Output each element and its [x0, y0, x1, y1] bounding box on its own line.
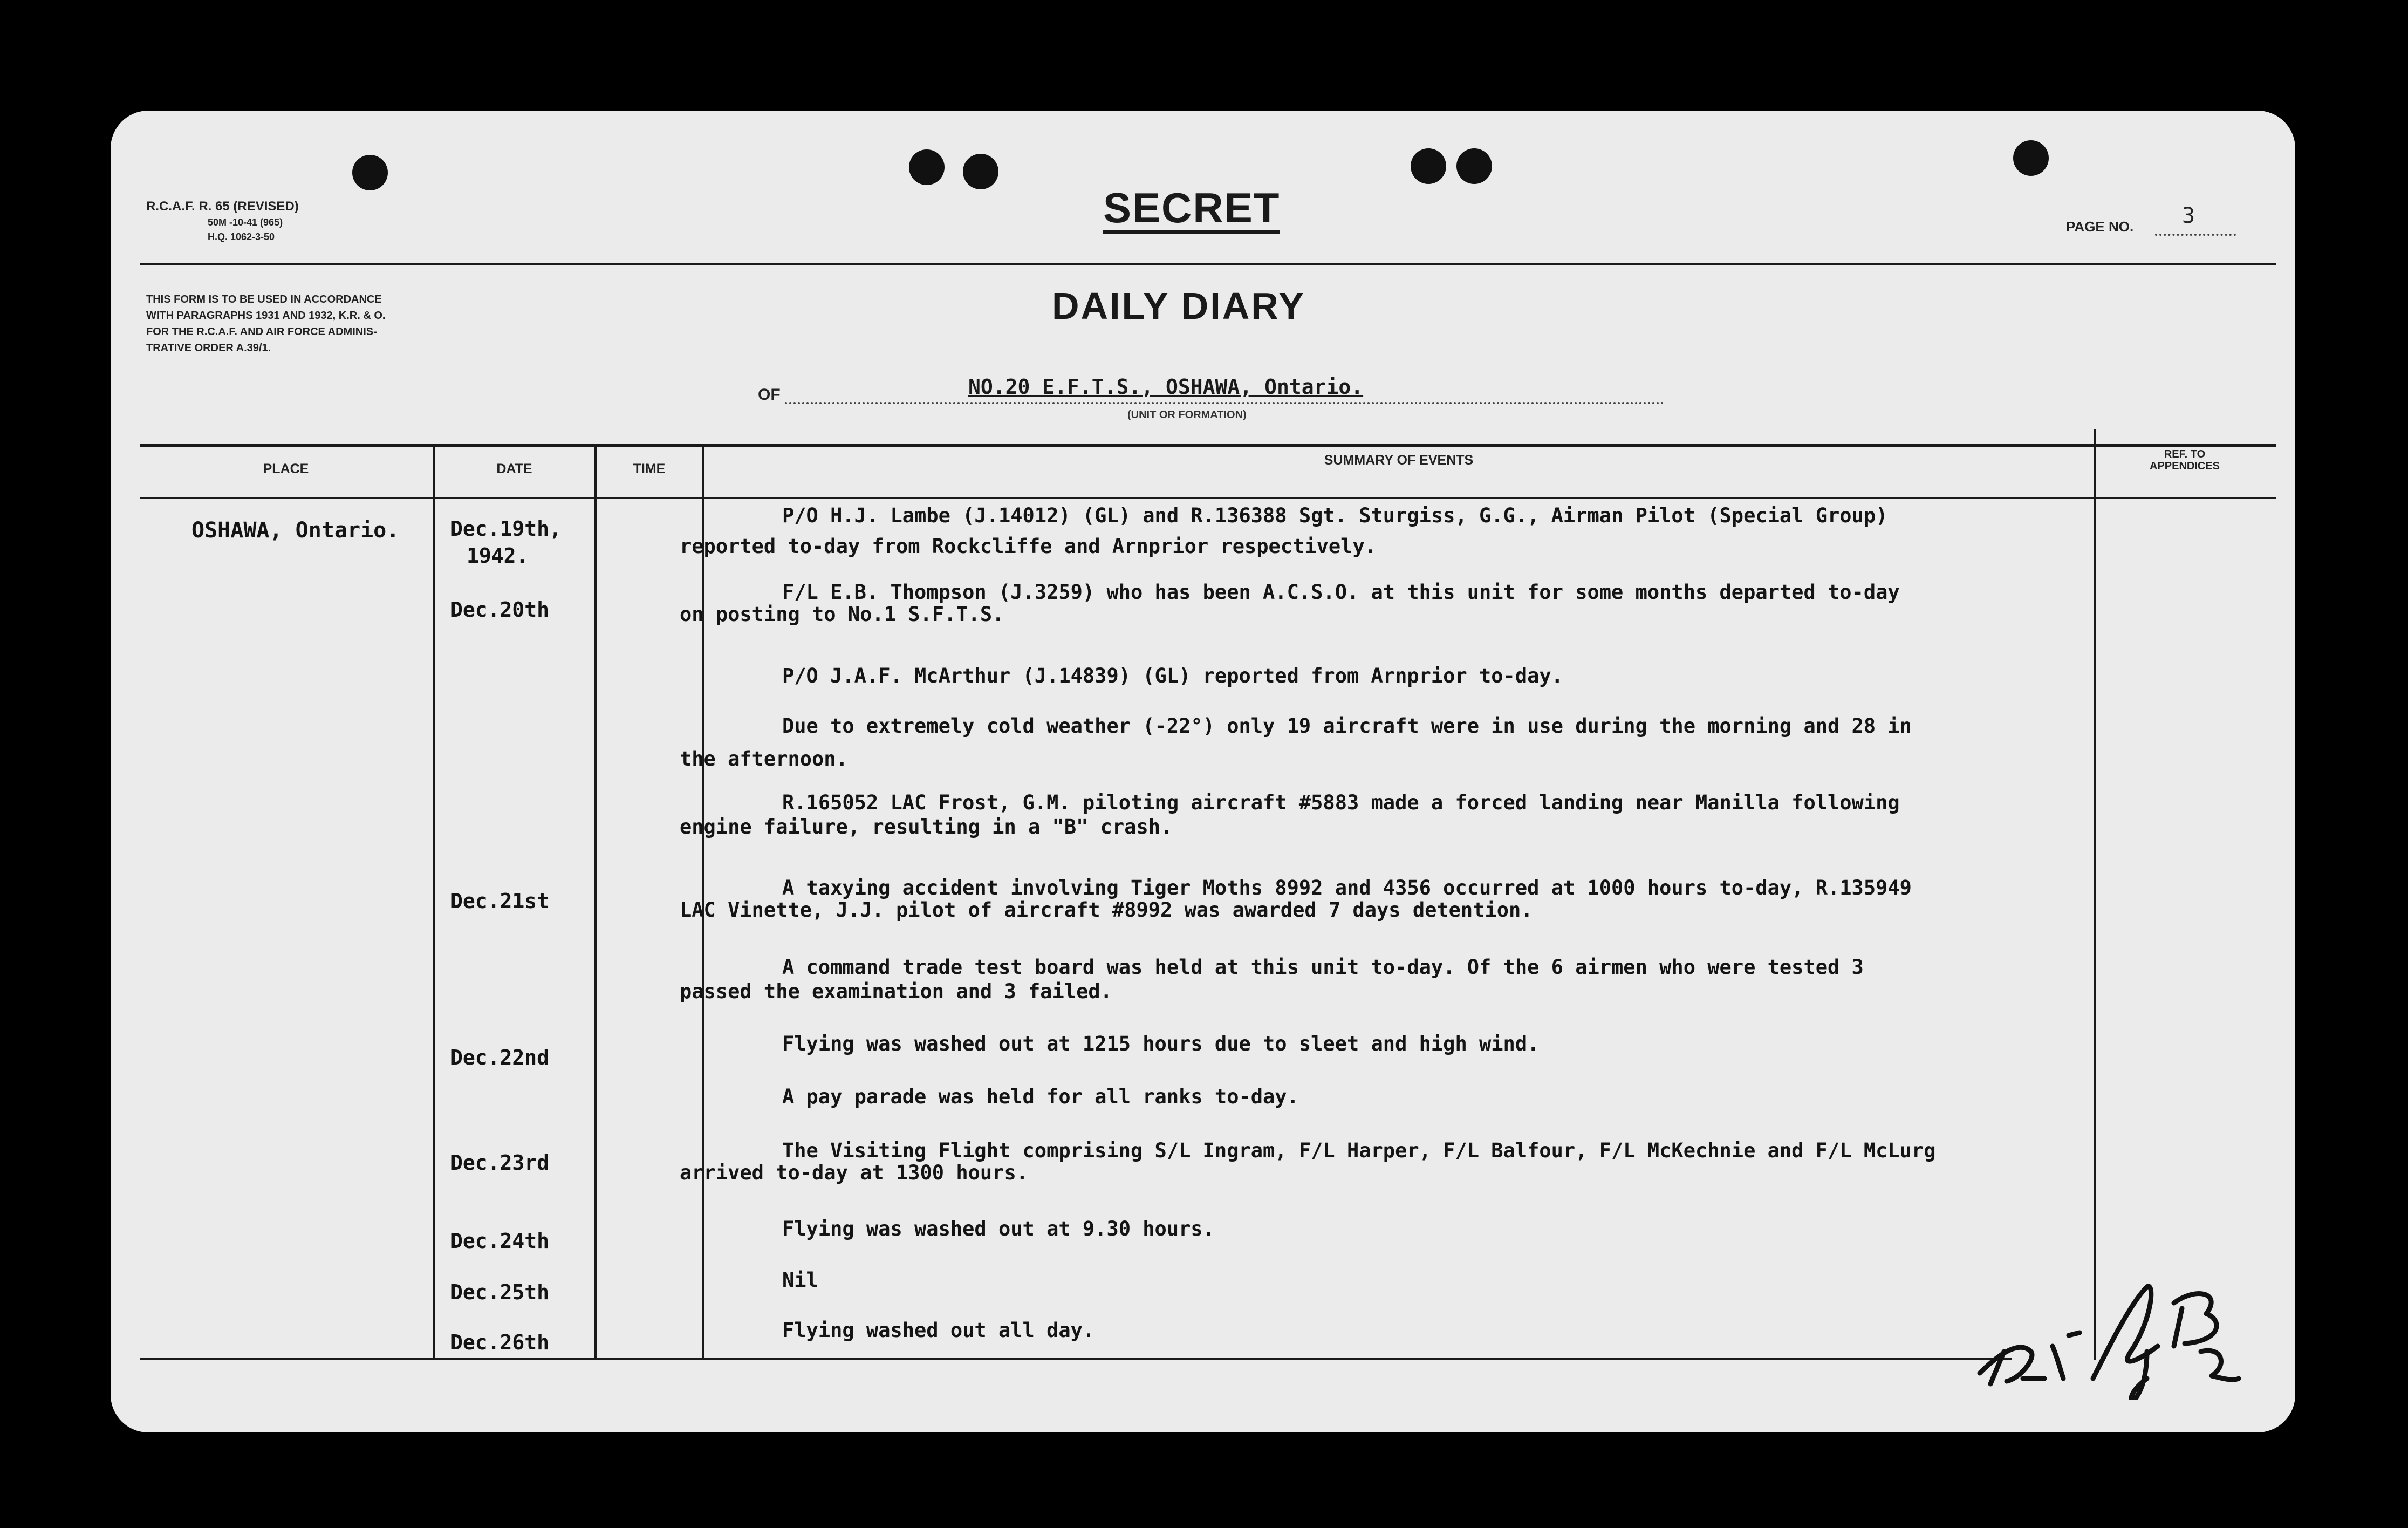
entry-text: A pay parade was held for all ranks to-day.	[782, 1085, 1299, 1108]
entry-line: on posting to No.1 S.F.T.S.	[680, 603, 1004, 626]
table-bottom-rule	[140, 1358, 2012, 1360]
date-entry: 1942.	[467, 544, 529, 568]
diary-entry	[680, 1133, 2020, 1190]
entry-line	[680, 708, 2020, 743]
instruction-line: WITH PARAGRAPHS 1931 AND 1932, K.R. & O.	[146, 310, 386, 322]
entry-line	[680, 1211, 2020, 1246]
date-entry: Dec.19th,	[450, 517, 562, 541]
diary-entry	[680, 1313, 2020, 1348]
date-entry: Dec.22nd	[450, 1046, 550, 1069]
diary-entry	[680, 950, 2020, 1009]
column-header-summary: SUMMARY OF EVENTS	[1324, 453, 1474, 468]
diary-entry	[680, 785, 2020, 844]
instruction-line: FOR THE R.C.A.F. AND AIR FORCE ADMINIS-	[146, 326, 377, 338]
entry-line	[680, 1313, 2020, 1348]
page-title: DAILY DIARY	[1052, 285, 1305, 327]
punch-hole	[963, 154, 998, 189]
punch-hole	[352, 155, 388, 190]
entry-line	[680, 1263, 2020, 1298]
entry-text: F/L E.B. Thompson (J.3259) who has been A.C.S.O. at this unit for some months departed to-day	[782, 581, 1900, 604]
entry-line: passed the examination and 3 failed.	[680, 980, 1112, 1003]
entry-text: A command trade test board was held at this unit to-day. Of the 6 airmen who were tested 3	[782, 956, 1864, 979]
column-header-ref	[2096, 448, 2274, 472]
page-number-value: 3	[2182, 203, 2195, 228]
hq-reference: H.Q. 1062-3-50	[208, 231, 275, 242]
diary-entry	[680, 870, 2020, 927]
date-entry: Dec.21st	[450, 889, 550, 913]
punch-hole	[1456, 148, 1492, 184]
unit-value: NO.20 E.F.T.S., OSHAWA, Ontario.	[968, 375, 1364, 399]
diary-entry	[680, 1211, 2020, 1246]
entry-text: A taxying accident involving Tiger Moths 8992 and 4356 occurred at 1000 hours to-day, R.135949	[782, 876, 1912, 899]
signature	[1969, 1271, 2271, 1400]
unit-caption: (UNIT OR FORMATION)	[1127, 409, 1247, 421]
date-entry: Dec.25th	[450, 1280, 550, 1304]
date-entry: Dec.23rd	[450, 1151, 550, 1175]
entry-line: arrived to-day at 1300 hours.	[680, 1161, 1029, 1184]
entry-line	[680, 1026, 2020, 1061]
date-entry: Dec.26th	[450, 1331, 550, 1354]
entry-line: engine failure, resulting in a "B" crash.	[680, 815, 1173, 838]
column-divider	[433, 445, 435, 1360]
entry-line	[680, 658, 2020, 693]
ref-label: REF. TO	[2164, 448, 2206, 460]
date-entry: Dec.20th	[450, 598, 550, 622]
column-divider	[2094, 429, 2096, 1360]
page-number-underline	[2155, 234, 2236, 236]
diary-entry	[680, 1263, 2020, 1298]
entry-text: Flying washed out all day.	[782, 1319, 1095, 1342]
entry-text: The Visiting Flight comprising S/L Ingram, F/L Harper, F/L Balfour, F/L McKechnie and F/L McLurg	[782, 1139, 1936, 1162]
entry-text: Nil	[782, 1268, 818, 1292]
entry-line: reported to-day from Rockcliffe and Arnprior respectively.	[680, 535, 1377, 558]
entry-text: Flying was washed out at 9.30 hours.	[782, 1217, 1215, 1240]
ref-label: APPENDICES	[2149, 460, 2220, 472]
form-instructions	[146, 291, 385, 356]
entry-text: P/O H.J. Lambe (J.14012) (GL) and R.136388 Sgt. Sturgiss, G.G., Airman Pilot (Special Group)	[782, 504, 1888, 527]
entry-line: the afternoon.	[680, 747, 848, 770]
column-divider	[594, 445, 597, 1360]
punch-hole	[2013, 140, 2049, 176]
diary-entry	[680, 575, 2020, 632]
form-number: R.C.A.F. R. 65 (REVISED)	[146, 199, 299, 214]
entry-text: R.165052 LAC Frost, G.M. piloting aircraft #5883 made a forced landing near Manilla following	[782, 791, 1900, 814]
place-value: OSHAWA, Ontario.	[191, 518, 400, 543]
diary-entry	[680, 498, 2020, 564]
date-entry: Dec.24th	[450, 1229, 550, 1253]
diary-entry	[680, 708, 2020, 776]
header-top-rule	[140, 263, 2276, 265]
classification-title: SECRET	[1103, 186, 1280, 234]
entry-line: LAC Vinette, J.J. pilot of aircraft #8992 was awarded 7 days detention.	[680, 898, 1533, 922]
column-header-place: PLACE	[263, 461, 309, 476]
entry-text: P/O J.A.F. McArthur (J.14839) (GL) reported from Arnprior to-day.	[782, 664, 1563, 687]
punch-hole	[1411, 148, 1446, 184]
diary-entry	[680, 658, 2020, 693]
unit-label: OF	[758, 386, 781, 404]
unit-underline	[785, 402, 1664, 404]
instruction-line: THIS FORM IS TO BE USED IN ACCORDANCE	[146, 294, 382, 305]
column-header-date: DATE	[496, 461, 532, 476]
diary-entry	[680, 1026, 2020, 1061]
entry-text: Due to extremely cold weather (-22°) only 19 aircraft were in use during the morning and 28 in	[782, 714, 1912, 738]
entry-line	[680, 498, 2020, 533]
punch-hole	[909, 149, 945, 185]
entry-text: Flying was washed out at 1215 hours due to sleet and high wind.	[782, 1032, 1540, 1055]
diary-entry	[680, 1079, 2020, 1114]
column-header-time: TIME	[633, 461, 666, 476]
entry-line	[680, 1079, 2020, 1114]
instruction-line: TRATIVE ORDER A.39/1.	[146, 342, 271, 354]
page-number-label: PAGE NO.	[2066, 219, 2134, 235]
diary-sheet	[111, 111, 2295, 1432]
table-top-rule	[140, 444, 2276, 447]
print-code: 50M -10-41 (965)	[208, 217, 283, 228]
